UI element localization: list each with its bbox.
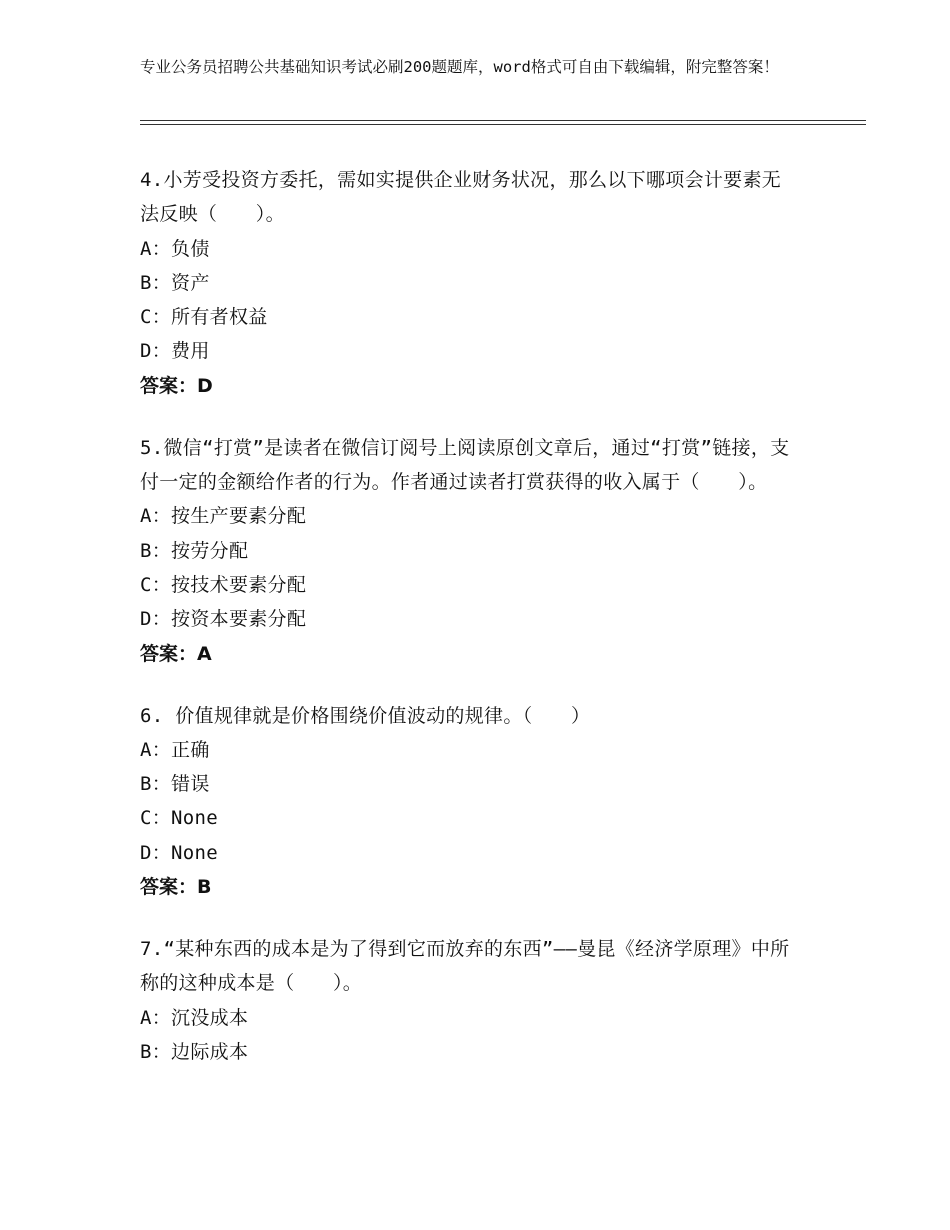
answer-label: 答案：: [140, 876, 198, 899]
option-a: A：正确: [140, 738, 210, 761]
option-a: A：按生产要素分配: [140, 505, 307, 528]
answer: [140, 369, 800, 403]
option-d: D：None: [140, 841, 218, 864]
option-b: B：边际成本: [140, 1040, 249, 1063]
option-d: D：费用: [140, 340, 210, 363]
question-6: [140, 699, 800, 904]
option-b: B：按劳分配: [140, 539, 249, 562]
option-a: A：沉没成本: [140, 1006, 249, 1029]
answer-label: 答案：: [140, 374, 198, 397]
option-b: B：错误: [140, 773, 210, 796]
document-header: 专业公务员招聘公共基础知识考试必刷200题题库，word格式可自由下载编辑，附完整答案！: [140, 58, 779, 76]
question-4: [140, 163, 800, 403]
question-7: [140, 932, 800, 1069]
option-a: A：负债: [140, 237, 210, 260]
question-stem: 6. 价值规律就是价格围绕价值波动的规律。（ ）: [140, 704, 591, 727]
question-stem: 4.小芳受投资方委托，需如实提供企业财务状况，那么以下哪项会计要素无法反映（ ）。: [140, 169, 782, 226]
option-c: C：None: [140, 807, 218, 830]
question-list: [140, 163, 800, 1097]
option-c: C：按技术要素分配: [140, 573, 307, 596]
answer-value: B: [197, 876, 212, 899]
option-d: D：按资本要素分配: [140, 608, 307, 631]
option-b: B：资产: [140, 271, 210, 294]
header-rule-bottom: [140, 124, 866, 125]
question-5: [140, 431, 800, 671]
header-rule-top: [140, 120, 866, 121]
answer-label: 答案：: [140, 642, 198, 665]
answer: [140, 870, 800, 904]
answer-value: A: [197, 642, 212, 665]
answer-value: D: [197, 374, 213, 397]
answer: [140, 637, 800, 671]
question-stem: 5.微信“打赏”是读者在微信订阅号上阅读原创文章后，通过“打赏”链接，支付一定的金额给作者的行为。作者通过读者打赏获得的收入属于（ ）。: [140, 436, 790, 494]
option-c: C：所有者权益: [140, 306, 268, 329]
question-stem: 7.“某种东西的成本是为了得到它而放弃的东西”——曼昆《经济学原理》中所称的这种成本是（ ）。: [140, 938, 790, 995]
